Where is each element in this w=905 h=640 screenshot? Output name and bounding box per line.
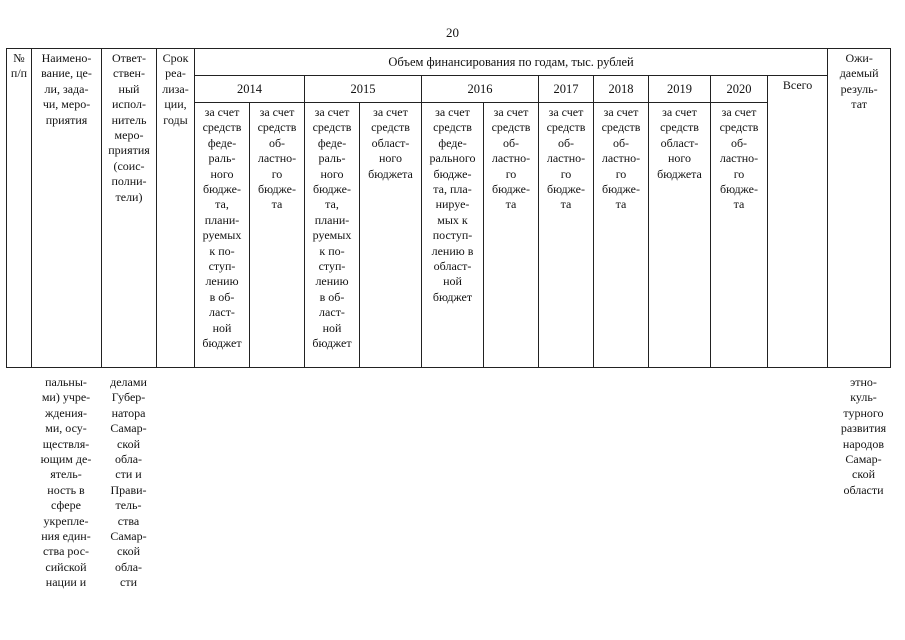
header-number: № п/п	[7, 49, 32, 368]
source-2018-regional: за счет средств об- ластно- го бюдже- та	[594, 103, 649, 368]
year-2015: 2015	[305, 76, 422, 103]
header-term: Срок реа- лиза- ции, годы	[157, 49, 195, 368]
year-2017: 2017	[539, 76, 594, 103]
source-2017-regional: за счет средств об- ластно- го бюдже- та	[539, 103, 594, 368]
year-2020: 2020	[711, 76, 768, 103]
continuation-responsible: делами Губер- натора Самар- ской обла- сти и Прави- тель- ства Самар- ской обла- сти	[110, 375, 147, 590]
year-2016: 2016	[422, 76, 539, 103]
source-2016-federal: за счет средств феде- рального бюдже- та, пла- нируе- мых к поступ- лению в област- ной бюджет	[422, 103, 484, 368]
continuation-result: этно- куль- турного развития народов Самар- ской области	[840, 375, 887, 497]
source-2016-regional: за счет средств об- ластно- го бюдже- та	[484, 103, 539, 368]
year-2019: 2019	[649, 76, 711, 103]
source-2020-regional: за счет средств об- ластно- го бюдже- та	[711, 103, 768, 368]
source-2015-federal: за счет средств феде- раль- ного бюдже- та, плани- руемых к по- ступ- лению в об- ласт- ной бюджет	[305, 103, 360, 368]
header-responsible: Ответ- ствен- ный испол- нитель меро- приятия (соис- полни- тели)	[102, 49, 157, 368]
header-funding: Объем финансирования по годам, тыс. рублей	[195, 49, 828, 76]
source-2014-federal: за счет средств феде- раль- ного бюдже- та, плани- руемых к по- ступ- лению в об- ласт- ной бюджет	[195, 103, 250, 368]
header-name: Наимено- вание, це- ли, зада- чи, меро- приятия	[32, 49, 102, 368]
funding-table	[6, 48, 891, 368]
page-number: 20	[446, 25, 459, 40]
source-2019-regional: за счет средств област- ного бюджета	[649, 103, 711, 368]
header-total: Всего	[768, 76, 828, 368]
source-2015-regional: за счет средств област- ного бюджета	[360, 103, 422, 368]
header-result: Ожи- даемый резуль- тат	[828, 49, 891, 368]
year-2018: 2018	[594, 76, 649, 103]
source-2014-regional: за счет средств об- ластно- го бюдже- та	[250, 103, 305, 368]
year-2014: 2014	[195, 76, 305, 103]
continuation-name: пальны- ми) учре- ждения- ми, осу- ществля- ющим де- ятель- ность в сфере укрепле- ния един- ства рос- сийской нации и	[40, 375, 92, 590]
